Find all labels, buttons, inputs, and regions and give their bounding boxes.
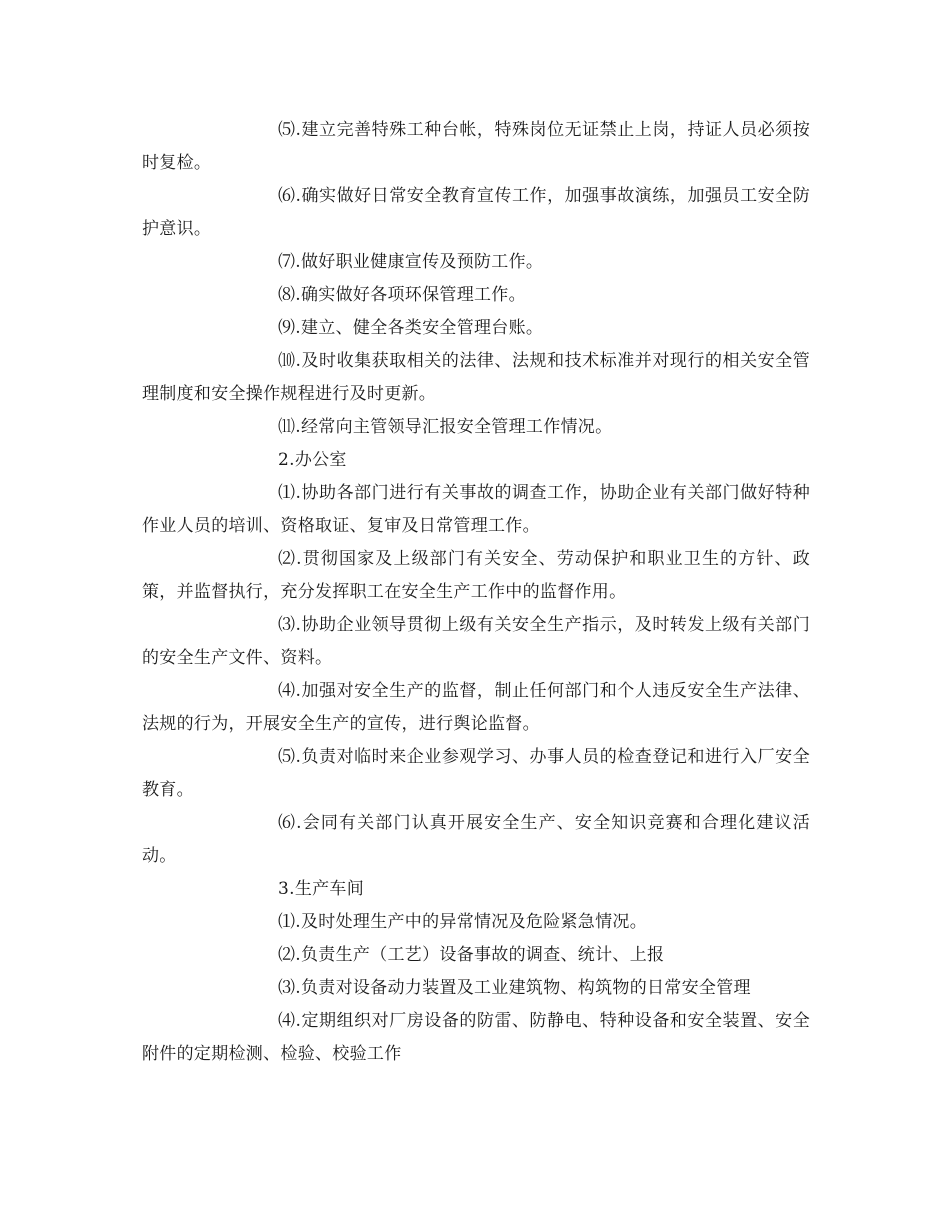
paragraph-13: ⑸.负责对临时来企业参观学习、办事人员的检查登记和进行入厂安全教育。 <box>142 747 810 800</box>
paragraph-17: ⑵.负责生产（工艺）设备事故的调查、统计、上报 <box>278 945 665 965</box>
paragraph-11: ⑶.协助企业领导贯彻上级有关安全生产指示，及时转发上级有关部门的安全生产文件、资料。 <box>142 615 810 668</box>
paragraph-18: ⑶.负责对设备动力装置及工业建筑物、构筑物的日常安全管理 <box>278 978 751 998</box>
paragraph-14: ⑹.会同有关部门认真开展安全生产、安全知识竞赛和合理化建议活动。 <box>142 813 810 866</box>
document-body <box>142 114 810 1071</box>
paragraph-1: ⑸.建立完善特殊工种台帐，特殊岗位无证禁止上岗，持证人员必须按时复检。 <box>142 120 810 173</box>
paragraph-6: ⑽.及时收集获取相关的法律、法规和技术标准并对现行的相关安全管理制度和安全操作规程进行及时更新。 <box>142 351 810 404</box>
paragraph-4: ⑻.确实做好各项环保管理工作。 <box>278 285 526 305</box>
section-heading-office: 2.办公室 <box>278 450 347 470</box>
paragraph-7: ⑾.经常向主管领导汇报安全管理工作情况。 <box>278 417 613 437</box>
paragraph-2: ⑹.确实做好日常安全教育宣传工作，加强事故演练，加强员工安全防护意识。 <box>142 186 810 239</box>
section-heading-workshop: 3.生产车间 <box>278 879 365 899</box>
paragraph-16: ⑴.及时处理生产中的异常情况及危险紧急情况。 <box>278 912 648 932</box>
paragraph-3: ⑺.做好职业健康宣传及预防工作。 <box>278 252 544 272</box>
paragraph-9: ⑴.协助各部门进行有关事故的调查工作，协助企业有关部门做好特种作业人员的培训、资格取证、复审及日常管理工作。 <box>142 483 810 536</box>
paragraph-5: ⑼.建立、健全各类安全管理台账。 <box>278 318 544 338</box>
paragraph-19: ⑷.定期组织对厂房设备的防雷、防静电、特种设备和安全装置、安全附件的定期检测、检验、校验工作 <box>142 1011 810 1064</box>
paragraph-12: ⑷.加强对安全生产的监督，制止任何部门和个人违反安全生产法律、法规的行为，开展安全生产的宣传，进行舆论监督。 <box>142 681 810 734</box>
paragraph-10: ⑵.贯彻国家及上级部门有关安全、劳动保护和职业卫生的方针、政策，并监督执行，充分发挥职工在安全生产工作中的监督作用。 <box>142 549 810 602</box>
